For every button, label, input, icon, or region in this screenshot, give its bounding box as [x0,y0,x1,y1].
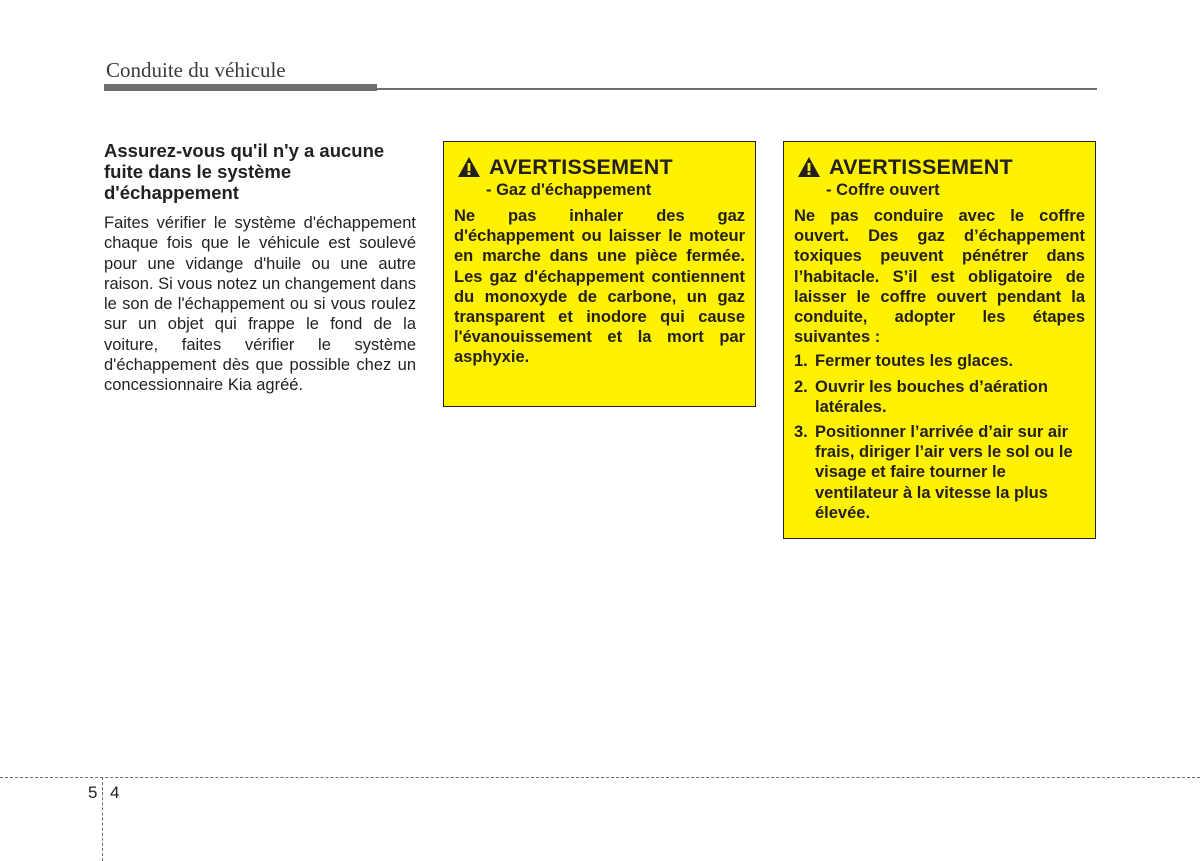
footer-vertical-divider [102,777,103,861]
step-number: 2. [794,377,808,396]
warning-body: Ne pas inhaler des gaz d'échappement ou laisser le moteur en marche dans une pièce fermée. Les gaz d'échappement contiennent du monoxyde de carbone, un gaz transparent et inodore qui cause l'évanouissement et la mort par asphyxie. [454,207,745,367]
step-number: 1. [794,352,808,371]
warning-triangle-icon [457,156,481,178]
page-header-title: Conduite du véhicule [106,58,286,82]
list-item [794,377,1085,417]
warning-box-open-trunk [783,141,1096,539]
page-number: 4 [110,783,120,802]
warning-box-exhaust-gas [443,141,756,407]
list-item [794,422,1085,523]
chapter-number: 5 [88,783,98,802]
warning-header [457,154,745,180]
step-text: Ouvrir les bouches d’aération latérales. [815,377,1048,416]
warning-title: AVERTISSEMENT [829,155,1013,179]
footer-divider [0,777,1200,778]
exhaust-leak-section [104,140,416,396]
header-rule-thick [104,84,377,91]
section-heading: Assurez-vous qu'il n'y a aucune fuite dans le système d'échappement [104,140,385,203]
step-number: 3. [794,423,808,442]
warning-body: Ne pas conduire avec le coffre ouvert. Des gaz d’échappement toxiques peuvent pénétrer dans l’habitacle. S’il est obligatoire de laisser le coffre ouvert pendant la conduite, adopter les étapes suivantes : [794,207,1085,347]
warning-steps-list [794,351,1085,523]
warning-title: AVERTISSEMENT [489,155,673,179]
warning-subtitle: - Gaz d'échappement [486,181,652,199]
warning-header [797,154,1085,180]
step-text: Positionner l’arrivée d’air sur air frais, diriger l’air vers le sol ou le visage et faire tourner le ventilateur à la vitesse la plus élevée. [815,423,1073,522]
header-rule-thin [377,88,1097,90]
step-text: Fermer toutes les glaces. [815,352,1014,371]
warning-subtitle: - Coffre ouvert [826,181,940,199]
warning-triangle-icon [797,156,821,178]
section-body: Faites vérifier le système d'échappement chaque fois que le véhicule est soulevé pour une vidange d'huile ou une autre raison. Si vous notez un changement dans le son de l'échappement ou si vous roulez sur un objet qui frappe le fond de la voiture, faites vérifier le système d'échappement dès que possible chez un concessionnaire Kia agréé. [104,214,416,395]
list-item [794,351,1085,371]
